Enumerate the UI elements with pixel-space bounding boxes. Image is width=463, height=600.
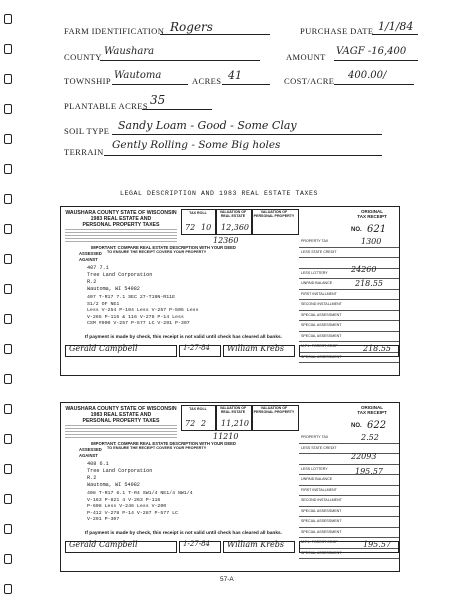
against-label: AGAINST bbox=[79, 257, 98, 262]
plantable-acres-value: 35 bbox=[150, 93, 166, 107]
fine-print bbox=[65, 229, 177, 243]
tax-row: LESS LOTTERY bbox=[299, 465, 399, 476]
signature: Gerald Campbell bbox=[69, 540, 138, 549]
binder-hole bbox=[4, 164, 12, 174]
receipt-no-label: NO. bbox=[351, 227, 362, 233]
underline bbox=[112, 84, 188, 85]
underline bbox=[100, 60, 260, 61]
tax-row: UNPAID BALANCE bbox=[299, 279, 399, 290]
tax-row: SPECIAL ASSESSMENT bbox=[299, 507, 399, 518]
amount-value: VAGF -16,400 bbox=[336, 46, 407, 57]
tax-row bbox=[299, 258, 399, 269]
purchase-date-label: PURCHASE DATE bbox=[300, 26, 374, 36]
original-tax-receipt-label: ORIGINAL TAX RECEIPT bbox=[357, 405, 387, 415]
binder-hole bbox=[4, 104, 12, 114]
underline bbox=[222, 84, 270, 85]
against-label: AGAINST bbox=[79, 453, 98, 458]
underline bbox=[104, 155, 382, 156]
tax-row: UNPAID BALANCE bbox=[299, 475, 399, 486]
binder-hole bbox=[4, 224, 12, 234]
binder-hole bbox=[4, 194, 12, 204]
assessed-label: ASSESSED bbox=[79, 447, 102, 452]
tax-roll-value: 2 bbox=[201, 419, 207, 428]
payment-notice: If payment is made by check, this receipt is not valid until check has cleared all banks. bbox=[85, 335, 283, 340]
tax-row: SPECIAL ASSESSMENT bbox=[299, 517, 399, 528]
tax-roll-value: 72 bbox=[185, 223, 196, 232]
receipt-no-label: NO. bbox=[351, 423, 362, 429]
tax-row: M.F.L. FOREST CROP bbox=[299, 538, 399, 549]
tax-row: SPECIAL ASSESSMENT bbox=[299, 549, 399, 560]
total-general-value: 2.52 bbox=[361, 433, 379, 442]
important-notice: IMPORTANT: COMPARE REAL ESTATE DESCRIPTION WITH YOUR DEED bbox=[91, 441, 236, 446]
binder-hole bbox=[4, 74, 12, 84]
valuation-value: 12,360 bbox=[221, 223, 249, 232]
valuation-value: 11,210 bbox=[221, 419, 249, 428]
underline bbox=[160, 34, 270, 35]
cost-acre-value: 400.00/ bbox=[348, 70, 387, 81]
tax-receipt bbox=[60, 206, 400, 376]
acres-label: ACRES bbox=[192, 76, 222, 86]
binder-hole bbox=[4, 14, 12, 24]
terrain-value: Gently Rolling - Some Big holes bbox=[112, 139, 281, 151]
valuation-header: VALUATION OF REAL ESTATE bbox=[219, 210, 247, 218]
tax-roll-header: TAX ROLL bbox=[189, 211, 207, 215]
binder-hole bbox=[4, 524, 12, 534]
amount-label: AMOUNT bbox=[286, 52, 326, 62]
payment-notice: If payment is made by check, this receipt is not valid until check has cleared all banks. bbox=[85, 531, 283, 536]
binder-hole bbox=[4, 254, 12, 264]
tax-roll-header: TAX ROLL bbox=[189, 407, 207, 411]
side-amount-value: 24260 bbox=[351, 265, 377, 274]
township-label: TOWNSHIP bbox=[64, 76, 111, 86]
assessed-total: 11210 bbox=[213, 432, 239, 441]
important-notice: IMPORTANT: COMPARE REAL ESTATE DESCRIPTION WITH YOUR DEED bbox=[91, 245, 236, 250]
total-value: 218.55 bbox=[355, 279, 383, 288]
original-tax-receipt-label: ORIGINAL TAX RECEIPT bbox=[357, 209, 387, 219]
binder-hole bbox=[4, 434, 12, 444]
tax-row: PROPERTY TAX bbox=[299, 433, 399, 444]
binder-hole bbox=[4, 284, 12, 294]
important-notice-2: TO ENSURE THE RECEIPT COVERS YOUR PROPERTY bbox=[107, 446, 207, 450]
collector-signature: William Krebs bbox=[227, 344, 284, 353]
section-title: LEGAL DESCRIPTION AND 1983 REAL ESTATE TAXES bbox=[120, 190, 319, 197]
tax-row: LESS STATE CREDIT bbox=[299, 444, 399, 455]
assessed-total: 12360 bbox=[213, 236, 239, 245]
tax-receipt bbox=[60, 402, 400, 572]
receipt-county-header: WAUSHARA COUNTY STATE OF WISCONSIN 1983 REAL ESTATE AND PERSONAL PROPERTY TAXES bbox=[65, 210, 177, 228]
tax-row: SPECIAL ASSESSMENT bbox=[299, 321, 399, 332]
underline bbox=[112, 134, 382, 135]
cost-acre-label: COST/ACRE bbox=[284, 76, 335, 86]
tax-roll-value: 72 bbox=[185, 419, 196, 428]
assessed-label: ASSESSED bbox=[79, 251, 102, 256]
county-value: Waushara bbox=[104, 46, 155, 57]
legal-description: 407 T-R17 7.1 SEC 27-T19N-R11E S1/2 OF NE1 Less V-254 P-104 Less V-257 P-505 Less V-265 P-115 & 116 V-278 P-14 Less CSM #900 V-257 P-577 LC V-291 P-307 bbox=[87, 295, 199, 326]
receipt-county-header: WAUSHARA COUNTY STATE OF WISCONSIN 1983 REAL ESTATE AND PERSONAL PROPERTY TAXES bbox=[65, 406, 177, 424]
plantable-acres-label: PLANTABLE ACRES bbox=[64, 101, 148, 111]
tax-row: LESS STATE CREDIT bbox=[299, 248, 399, 259]
farm-identification-value: Rogers bbox=[170, 20, 213, 34]
valuation-pp-header: VALUATION OF PERSONAL PROPERTY bbox=[253, 406, 295, 414]
page-number: 57-A bbox=[220, 576, 234, 583]
tax-row: SECOND INSTALLMENT bbox=[299, 496, 399, 507]
underline bbox=[142, 109, 212, 110]
tax-row: M.F.L. FOREST CROP bbox=[299, 342, 399, 353]
township-value: Wautoma bbox=[114, 70, 162, 81]
date-value: 1-27-84 bbox=[183, 344, 210, 352]
binder-hole bbox=[4, 44, 12, 54]
underline bbox=[334, 84, 414, 85]
tax-roll-value: 10 bbox=[201, 223, 212, 232]
soil-type-value: Sandy Loam - Good - Some Clay bbox=[118, 119, 297, 132]
terrain-label: TERRAIN bbox=[64, 147, 104, 157]
important-notice-2: TO ENSURE THE RECEIPT COVERS YOUR PROPERTY bbox=[107, 250, 207, 254]
binder-hole bbox=[4, 314, 12, 324]
receipt-no-value: 621 bbox=[367, 224, 387, 235]
underline bbox=[372, 34, 418, 35]
binder-hole bbox=[4, 584, 12, 594]
collector-signature: William Krebs bbox=[227, 540, 284, 549]
farm-identification-label: FARM IDENTIFICATION bbox=[64, 26, 165, 36]
binder-hole bbox=[4, 374, 12, 384]
acres-value: 41 bbox=[228, 69, 242, 82]
valuation-pp-header: VALUATION OF PERSONAL PROPERTY bbox=[253, 210, 295, 218]
fine-print bbox=[65, 425, 177, 439]
bottom-total: 218.55 bbox=[363, 344, 391, 353]
purchase-date-value: 1/1/84 bbox=[378, 20, 414, 33]
tax-row: PROPERTY TAX bbox=[299, 237, 399, 248]
signature: Gerald Campbell bbox=[69, 344, 138, 353]
tax-row: FIRST INSTALLMENT bbox=[299, 290, 399, 301]
receipt-no-value: 622 bbox=[367, 420, 387, 431]
bottom-total: 195.57 bbox=[363, 540, 391, 549]
owner-address: 407 7.1 Tree Land Corporation R.2 Wautoma, WI 54982 bbox=[87, 265, 153, 292]
tax-row: SECOND INSTALLMENT bbox=[299, 300, 399, 311]
tax-row: SPECIAL ASSESSMENT bbox=[299, 311, 399, 322]
binder-hole bbox=[4, 494, 12, 504]
tax-row: SPECIAL ASSESSMENT bbox=[299, 353, 399, 364]
total-general-value: 1300 bbox=[361, 237, 382, 246]
valuation-header: VALUATION OF REAL ESTATE bbox=[219, 406, 247, 414]
date-value: 1-27-84 bbox=[183, 540, 210, 548]
binder-hole bbox=[4, 134, 12, 144]
tax-row bbox=[299, 454, 399, 465]
owner-address: 408 6.1 Tree Land Corporation R.2 Wautoma, WI 54982 bbox=[87, 461, 153, 488]
binder-hole bbox=[4, 404, 12, 414]
binder-hole bbox=[4, 554, 12, 564]
legal-description: 408 T-R17 6.1 T-R4 SW1/4 NE1/4 NW1/4 V-163 P-821 4 V-263 P-116 P-608 Less V-246 Less V-200 P-412 V-278 P-14 V-287 P-577 LC V-291 P-307 bbox=[87, 491, 193, 522]
total-value: 195.57 bbox=[355, 467, 383, 476]
tax-row: FIRST INSTALLMENT bbox=[299, 486, 399, 497]
tax-row: SPECIAL ASSESSMENT bbox=[299, 528, 399, 539]
tax-row: LESS LOTTERY bbox=[299, 269, 399, 280]
tax-row: SPECIAL ASSESSMENT bbox=[299, 332, 399, 343]
side-amount-value: 22093 bbox=[351, 452, 377, 461]
underline bbox=[334, 60, 418, 61]
soil-type-label: SOIL TYPE bbox=[64, 126, 110, 136]
binder-hole bbox=[4, 464, 12, 474]
county-label: COUNTY bbox=[64, 52, 102, 62]
binder-hole bbox=[4, 344, 12, 354]
